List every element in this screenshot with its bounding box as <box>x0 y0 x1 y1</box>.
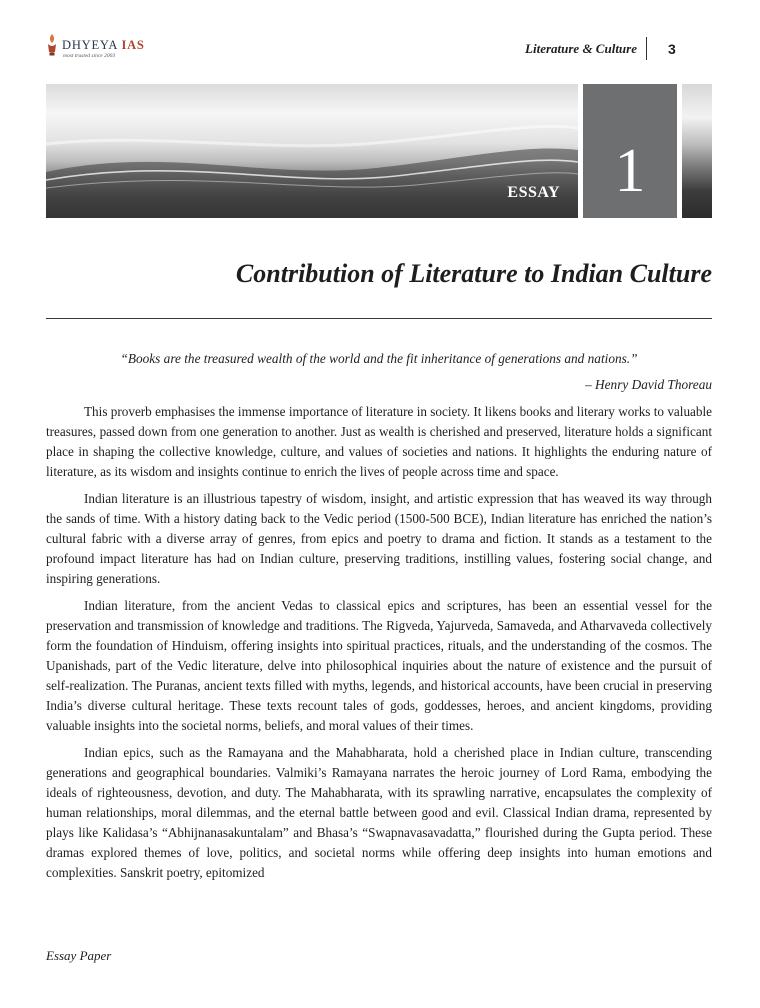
logo-brand-second: IAS <box>121 38 145 52</box>
chapter-number-box <box>583 84 677 218</box>
paragraph: This proverb emphasises the immense importance of literature in society. It likens books and literary works to valuable treasures, passed down from one generation to another. Just as wealth is cherished and preserved, literature holds a significant place in shaping the collective knowledge, culture, and values of societies and nations. It highlights the enduring nature of literature, as its wisdom and insights continue to enrich the lives of people across time and space. <box>46 404 712 479</box>
paragraph: Indian literature is an illustrious tapestry of wisdom, insight, and artistic expression that has weaved its way through the sands of time. With a history dating back to the Vedic period (1500-500 BCE), Indian literature has enriched the nation’s cultural fabric with a diverse array of genres, from epics and poetry to drama and fiction. It stands as a testament to the profound impact literature has had on Indian culture, preserving traditions, instilling values, fostering social change, and inspiring generations. <box>46 491 712 586</box>
title-divider <box>46 318 712 319</box>
paragraph: Indian literature, from the ancient Vedas to classical epics and scriptures, has been an essential vessel for the preservation and transmission of knowledge and traditions. The Rigveda, Yajurveda, Samaveda, and Atharvaveda collectively form the foundation of Hinduism, offering insights into spiritual practices, rituals, and the understanding of the cosmos. The Upanishads, part of the Vedic literature, delve into philosophical inquiries about the nature of existence and the pursuit of self-realization. The Puranas, ancient texts filled with myths, legends, and historical accounts, have been crucial in preserving India’s diverse cultural heritage. These texts recount tales of gods, goddesses, heroes, and ancient kingdoms, providing valuable insights into the societal norms, beliefs, and moral values of their times. <box>46 598 712 733</box>
paragraph: Indian epics, such as the Ramayana and the Mahabharata, hold a cherished place in Indian culture, transcending generations and geographical boundaries. Valmiki’s Ramayana narrates the heroic journey of Lord Rama, embodying the ideals of righteousness, devotion, and duty. The Mahabharata, with its sprawling narrative, encapsulates the complexity of human relationships, moral dilemmas, and the eternal battle between good and evil. Classical Indian drama, represented by plays like Kalidasa’s “Abhijnanasakuntalam” and Bhasa’s “Swapnavasavadatta,” flourished during the Gupta period. These dramas explored themes of love, politics, and societal norms while offering deep insights into human emotions and complexities. Sanskrit poetry, epitomized <box>46 745 712 880</box>
chapter-title: Contribution of Literature to Indian Culture <box>235 259 712 288</box>
banner-wave-graphic <box>46 84 578 218</box>
page-number: 3 <box>668 41 676 57</box>
logo-tagline: most trusted since 2003 <box>63 53 116 59</box>
chapter-number: 1 <box>614 137 646 205</box>
footer-text: Essay Paper <box>46 948 112 963</box>
logo-brand-first: DHYEYA <box>62 38 118 52</box>
publisher-logo <box>46 33 166 63</box>
header-divider <box>646 37 647 60</box>
essay-label: ESSAY <box>507 184 560 201</box>
essay-body <box>46 402 712 890</box>
chapter-banner <box>46 84 712 218</box>
banner-wave-panel <box>46 84 578 218</box>
epigraph-attribution: – Henry David Thoreau <box>585 377 712 392</box>
banner-side-strip <box>682 84 712 218</box>
epigraph-quote: “Books are the treasured wealth of the world and the fit inheritance of generations and nations.” <box>120 351 638 366</box>
lamp-icon <box>46 33 58 57</box>
running-title: Literature & Culture <box>525 41 637 56</box>
